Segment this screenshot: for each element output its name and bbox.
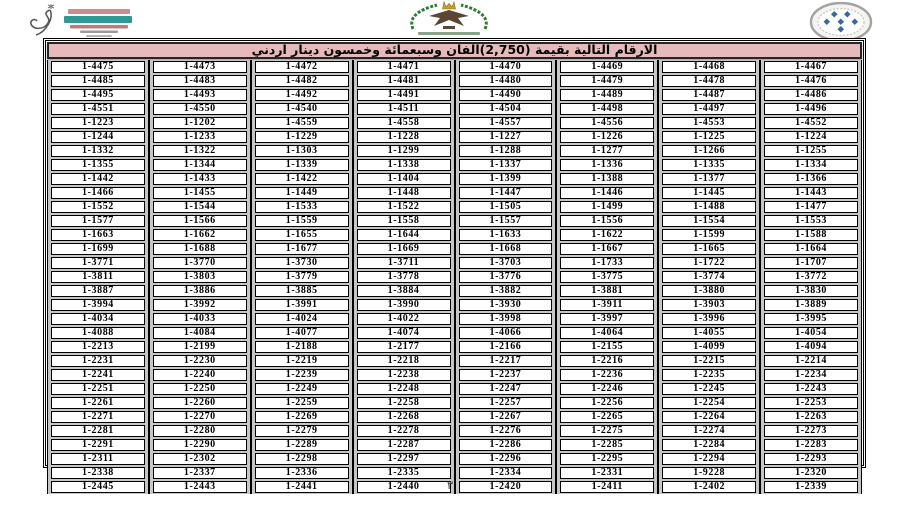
armed-forces-emblem-icon [393, 0, 505, 38]
table-cell: 1-4064 [556, 326, 658, 340]
table-cell: 1-1299 [353, 144, 455, 158]
table-cell: 1-2238 [353, 368, 455, 382]
table-cell: 1-4088 [47, 326, 149, 340]
table-cell: 1-2335 [353, 466, 455, 480]
table-cell: 1-4077 [251, 326, 353, 340]
table-cell: 1-1366 [760, 172, 862, 186]
table-cell: 1-4074 [353, 326, 455, 340]
table-cell: 1-2259 [251, 396, 353, 410]
table-cell: 1-1422 [251, 172, 353, 186]
table-cell: 1-1225 [658, 130, 760, 144]
table-cell: 1-2336 [251, 466, 353, 480]
table-cell: 1-1443 [760, 186, 862, 200]
table-cell: 1-2285 [556, 438, 658, 452]
table-cell: 1-2291 [47, 438, 149, 452]
table-cell: 1-1669 [353, 242, 455, 256]
table-cell: 1-4551 [47, 102, 149, 116]
table-cell: 1-1449 [251, 186, 353, 200]
table-cell: 1-4055 [658, 326, 760, 340]
table-cell: 1-2287 [353, 438, 455, 452]
table-cell: 1-4471 [353, 60, 455, 74]
table-cell: 1-2247 [455, 382, 557, 396]
table-cell: 1-2241 [47, 368, 149, 382]
table-cell: 1-3886 [149, 284, 251, 298]
table-cell: 1-2261 [47, 396, 149, 410]
table-cell: 1-1266 [658, 144, 760, 158]
table-cell: 1-4496 [760, 102, 862, 116]
table-cell: 1-4470 [455, 60, 557, 74]
table-cell: 1-2213 [47, 340, 149, 354]
table-cell: 1-4475 [47, 60, 149, 74]
table-cell: 1-4468 [658, 60, 760, 74]
table-cell: 1-4084 [149, 326, 251, 340]
table-cell: 1-2246 [556, 382, 658, 396]
table-cell: 1-1488 [658, 200, 760, 214]
table-cell: 1-1229 [251, 130, 353, 144]
table-cell: 1-2245 [658, 382, 760, 396]
table-cell: 1-3711 [353, 256, 455, 270]
table-cell: 1-4033 [149, 312, 251, 326]
table-cell: 1-4476 [760, 74, 862, 88]
table-cell: 1-2402 [658, 480, 760, 494]
table-cell: 1-1447 [455, 186, 557, 200]
table-cell: 1-2281 [47, 424, 149, 438]
table-cell: 1-3811 [47, 270, 149, 284]
table-cell: 1-2273 [760, 424, 862, 438]
table-cell: 1-4024 [251, 312, 353, 326]
table-cell: 1-2274 [658, 424, 760, 438]
table-cell: 1-1334 [760, 158, 862, 172]
table-cell: 1-2269 [251, 410, 353, 424]
table-cell: 1-1337 [455, 158, 557, 172]
table-cell: 1-2280 [149, 424, 251, 438]
table-cell: 1-3771 [47, 256, 149, 270]
table-cell: 1-4485 [47, 74, 149, 88]
table-cell: 1-2339 [760, 480, 862, 494]
table-cell: 1-1655 [251, 228, 353, 242]
table-cell: 1-4498 [556, 102, 658, 116]
table-cell: 1-4556 [556, 116, 658, 130]
table-cell: 1-3770 [149, 256, 251, 270]
table-cell: 1-3882 [455, 284, 557, 298]
table-cell: 1-4495 [47, 88, 149, 102]
table-cell: 1-1577 [47, 214, 149, 228]
table-cell: 1-3995 [760, 312, 862, 326]
table-cell: 1-2218 [353, 354, 455, 368]
table-cell: 1-2283 [760, 438, 862, 452]
table-cell: 1-2258 [353, 396, 455, 410]
table-cell: 1-1522 [353, 200, 455, 214]
table-cell: 1-2411 [556, 480, 658, 494]
table-cell: 1-2234 [760, 368, 862, 382]
table-cell: 1-1588 [760, 228, 862, 242]
table-cell: 1-2268 [353, 410, 455, 424]
table-cell: 1-4487 [658, 88, 760, 102]
table-cell: 1-4559 [251, 116, 353, 130]
table-cell: 1-4469 [556, 60, 658, 74]
table-cell: 1-4504 [455, 102, 557, 116]
table-cell: 1-2155 [556, 340, 658, 354]
table-cell: 1-4552 [760, 116, 862, 130]
table-cell: 1-3994 [47, 298, 149, 312]
table-cell: 1-2239 [251, 368, 353, 382]
table-cell: 1-3911 [556, 298, 658, 312]
table-cell: 1-2236 [556, 368, 658, 382]
table-cell: 1-1388 [556, 172, 658, 186]
table-cell: 1-2440 [353, 480, 455, 494]
table-cell: 1-1446 [556, 186, 658, 200]
table-cell: 1-4492 [251, 88, 353, 102]
table-cell: 1-1663 [47, 228, 149, 242]
table-cell: 1-2279 [251, 424, 353, 438]
table-cell: 1-1433 [149, 172, 251, 186]
table-cell: 1-2289 [251, 438, 353, 452]
table-cell: 1-3772 [760, 270, 862, 284]
table-cell: 1-1553 [760, 214, 862, 228]
table-cell: 1-4099 [658, 340, 760, 354]
table-cell: 1-2276 [455, 424, 557, 438]
table-cell: 1-2420 [455, 480, 557, 494]
table-cell: 1-1466 [47, 186, 149, 200]
table-cell: 1-1336 [556, 158, 658, 172]
table-cell: 1-3884 [353, 284, 455, 298]
table-cell: 1-1662 [149, 228, 251, 242]
table-cell: 1-3930 [455, 298, 557, 312]
table-cell: 1-4066 [455, 326, 557, 340]
table-cell: 1-4511 [353, 102, 455, 116]
table-cell: 1-2296 [455, 452, 557, 466]
table-cell: 1-2311 [47, 452, 149, 466]
table-cell: 1-3996 [658, 312, 760, 326]
table-cell: 1-3881 [556, 284, 658, 298]
table-cell: 1-1244 [47, 130, 149, 144]
table-cell: 1-3998 [455, 312, 557, 326]
table-cell: 1-3880 [658, 284, 760, 298]
table-cell: 1-2271 [47, 410, 149, 424]
table-cell: 1-3992 [149, 298, 251, 312]
table-cell: 1-2286 [455, 438, 557, 452]
table-cell: 1-2243 [760, 382, 862, 396]
table-cell: 1-1224 [760, 130, 862, 144]
table-cell: 1-2249 [251, 382, 353, 396]
table-cell: 1-4473 [149, 60, 251, 74]
table-cell: 1-4553 [658, 116, 760, 130]
table-cell: 1-1442 [47, 172, 149, 186]
table-cell: 1-1556 [556, 214, 658, 228]
table-cell: 1-1322 [149, 144, 251, 158]
table-cell: 1-1335 [658, 158, 760, 172]
table-cell: 1-4491 [353, 88, 455, 102]
table-cell: 1-2334 [455, 466, 557, 480]
table-cell: 1-1339 [251, 158, 353, 172]
table-cell: 1-2177 [353, 340, 455, 354]
table-cell: 1-4489 [556, 88, 658, 102]
table-cell: 1-3997 [556, 312, 658, 326]
table-cell: 1-3990 [353, 298, 455, 312]
table-cell: 1-4478 [658, 74, 760, 88]
table-cell: 1-1202 [149, 116, 251, 130]
table-cell: 1-4486 [760, 88, 862, 102]
table-cell: 1-3885 [251, 284, 353, 298]
table-cell: 1-1557 [455, 214, 557, 228]
table-cell: 1-2237 [455, 368, 557, 382]
table-cell: 1-3774 [658, 270, 760, 284]
table-cell: 1-4540 [251, 102, 353, 116]
table-cell: 1-2297 [353, 452, 455, 466]
table-cell: 1-1533 [251, 200, 353, 214]
table-cell: 1-1255 [760, 144, 862, 158]
table-cell: 1-1303 [251, 144, 353, 158]
table-cell: 1-1288 [455, 144, 557, 158]
table-cell: 1-1477 [760, 200, 862, 214]
table-cell: 1-2337 [149, 466, 251, 480]
table-cell: 1-2293 [760, 452, 862, 466]
table-cell: 1-4557 [455, 116, 557, 130]
table-cell: 1-2278 [353, 424, 455, 438]
table-cell: 1-1227 [455, 130, 557, 144]
table-cell: 1-2215 [658, 354, 760, 368]
table-cell: 1-4479 [556, 74, 658, 88]
page-number: ٣ [446, 478, 454, 492]
table-cell: 1-4480 [455, 74, 557, 88]
number-grid [47, 60, 862, 494]
table-cell: 1-1455 [149, 186, 251, 200]
table-cell: 1-2253 [760, 396, 862, 410]
table-cell: 1-2264 [658, 410, 760, 424]
table-cell: 1-2260 [149, 396, 251, 410]
table-cell: 1-2256 [556, 396, 658, 410]
table-cell: 1-3991 [251, 298, 353, 312]
table-cell: 1-2284 [658, 438, 760, 452]
table-cell: 1-4482 [251, 74, 353, 88]
table-cell: 1-2235 [658, 368, 760, 382]
table-cell: 1-1599 [658, 228, 760, 242]
table-cell: 1-2338 [47, 466, 149, 480]
table-cell: 1-2231 [47, 354, 149, 368]
table-cell: 1-1338 [353, 158, 455, 172]
table-cell: 1-2275 [556, 424, 658, 438]
table-cell: 1-1499 [556, 200, 658, 214]
table-cell: 1-1226 [556, 130, 658, 144]
table-cell: 1-1677 [251, 242, 353, 256]
table-cell: 1-1552 [47, 200, 149, 214]
table-cell: 1-3778 [353, 270, 455, 284]
table-cell: 1-1733 [556, 256, 658, 270]
table-cell: 1-2443 [149, 480, 251, 494]
table-cell: 1-3776 [455, 270, 557, 284]
table-cell: 1-4472 [251, 60, 353, 74]
table-cell: 1-2294 [658, 452, 760, 466]
table-cell: 1-1559 [251, 214, 353, 228]
table-cell: 1-1505 [455, 200, 557, 214]
table-cell: 1-1228 [353, 130, 455, 144]
table-cell: 1-1688 [149, 242, 251, 256]
table-cell: 1-1707 [760, 256, 862, 270]
table-cell: 1-2302 [149, 452, 251, 466]
table-cell: 1-4558 [353, 116, 455, 130]
table-cell: 1-1445 [658, 186, 760, 200]
table-cell: 1-1622 [556, 228, 658, 242]
table-cell: 1-1344 [149, 158, 251, 172]
table-cell: 1-1233 [149, 130, 251, 144]
table-cell: 1-2240 [149, 368, 251, 382]
table-cell: 1-3775 [556, 270, 658, 284]
table-cell: 1-4467 [760, 60, 862, 74]
table-cell: 1-4054 [760, 326, 862, 340]
table-cell: 1-2257 [455, 396, 557, 410]
table-cell: 1-1558 [353, 214, 455, 228]
numbers-table [43, 38, 866, 492]
table-cell: 1-9228 [658, 466, 760, 480]
table-cell: 1-2270 [149, 410, 251, 424]
table-cell: 1-2254 [658, 396, 760, 410]
table-cell: 1-2250 [149, 382, 251, 396]
table-cell: 1-1667 [556, 242, 658, 256]
table-cell: 1-4550 [149, 102, 251, 116]
table-cell: 1-2295 [556, 452, 658, 466]
table-cell: 1-2230 [149, 354, 251, 368]
table-cell: 1-4483 [149, 74, 251, 88]
table-cell: 1-2441 [251, 480, 353, 494]
table-cell: 1-3889 [760, 298, 862, 312]
table-cell: 1-1633 [455, 228, 557, 242]
table-cell: 1-1722 [658, 256, 760, 270]
table-cell: 1-3703 [455, 256, 557, 270]
table-cell: 1-2298 [251, 452, 353, 466]
table-cell: 1-4481 [353, 74, 455, 88]
table-cell: 1-1399 [455, 172, 557, 186]
table-cell: 1-1277 [556, 144, 658, 158]
table-cell: 1-2219 [251, 354, 353, 368]
table-cell: 1-2188 [251, 340, 353, 354]
table-title: الارقام التالية بقيمة (2,750)الفان وسبعمائة وخمسون دينار اردني [47, 42, 862, 59]
numbers-table-frame [45, 40, 864, 492]
table-cell: 1-1544 [149, 200, 251, 214]
table-cell: 1-1665 [658, 242, 760, 256]
table-cell: 1-2214 [760, 354, 862, 368]
table-cell: 1-2290 [149, 438, 251, 452]
table-cell: 1-2267 [455, 410, 557, 424]
table-cell: 1-1668 [455, 242, 557, 256]
table-cell: 1-1223 [47, 116, 149, 130]
table-cell: 1-2166 [455, 340, 557, 354]
table-cell: 1-3903 [658, 298, 760, 312]
table-cell: 1-3830 [760, 284, 862, 298]
table-cell: 1-4094 [760, 340, 862, 354]
table-cell: 1-2199 [149, 340, 251, 354]
table-cell: 1-3779 [251, 270, 353, 284]
table-cell: 1-1699 [47, 242, 149, 256]
table-cell: 1-1664 [760, 242, 862, 256]
table-cell: 1-1644 [353, 228, 455, 242]
table-cell: 1-2263 [760, 410, 862, 424]
table-cell: 1-1448 [353, 186, 455, 200]
table-cell: 1-2251 [47, 382, 149, 396]
table-cell: 1-3803 [149, 270, 251, 284]
table-cell: 1-1332 [47, 144, 149, 158]
table-cell: 1-1355 [47, 158, 149, 172]
table-cell: 1-1404 [353, 172, 455, 186]
table-cell: 1-2217 [455, 354, 557, 368]
table-cell: 1-4022 [353, 312, 455, 326]
table-cell: 1-2320 [760, 466, 862, 480]
table-cell: 1-3887 [47, 284, 149, 298]
table-cell: 1-2248 [353, 382, 455, 396]
table-cell: 1-2265 [556, 410, 658, 424]
table-cell: 1-2331 [556, 466, 658, 480]
table-cell: 1-3730 [251, 256, 353, 270]
table-cell: 1-1377 [658, 172, 760, 186]
table-cell: 1-4493 [149, 88, 251, 102]
table-cell: 1-2216 [556, 354, 658, 368]
table-cell: 1-1554 [658, 214, 760, 228]
table-cell: 1-4497 [658, 102, 760, 116]
table-cell: 1-2445 [47, 480, 149, 494]
table-cell: 1-4490 [455, 88, 557, 102]
table-cell: 1-4034 [47, 312, 149, 326]
table-cell: 1-1566 [149, 214, 251, 228]
